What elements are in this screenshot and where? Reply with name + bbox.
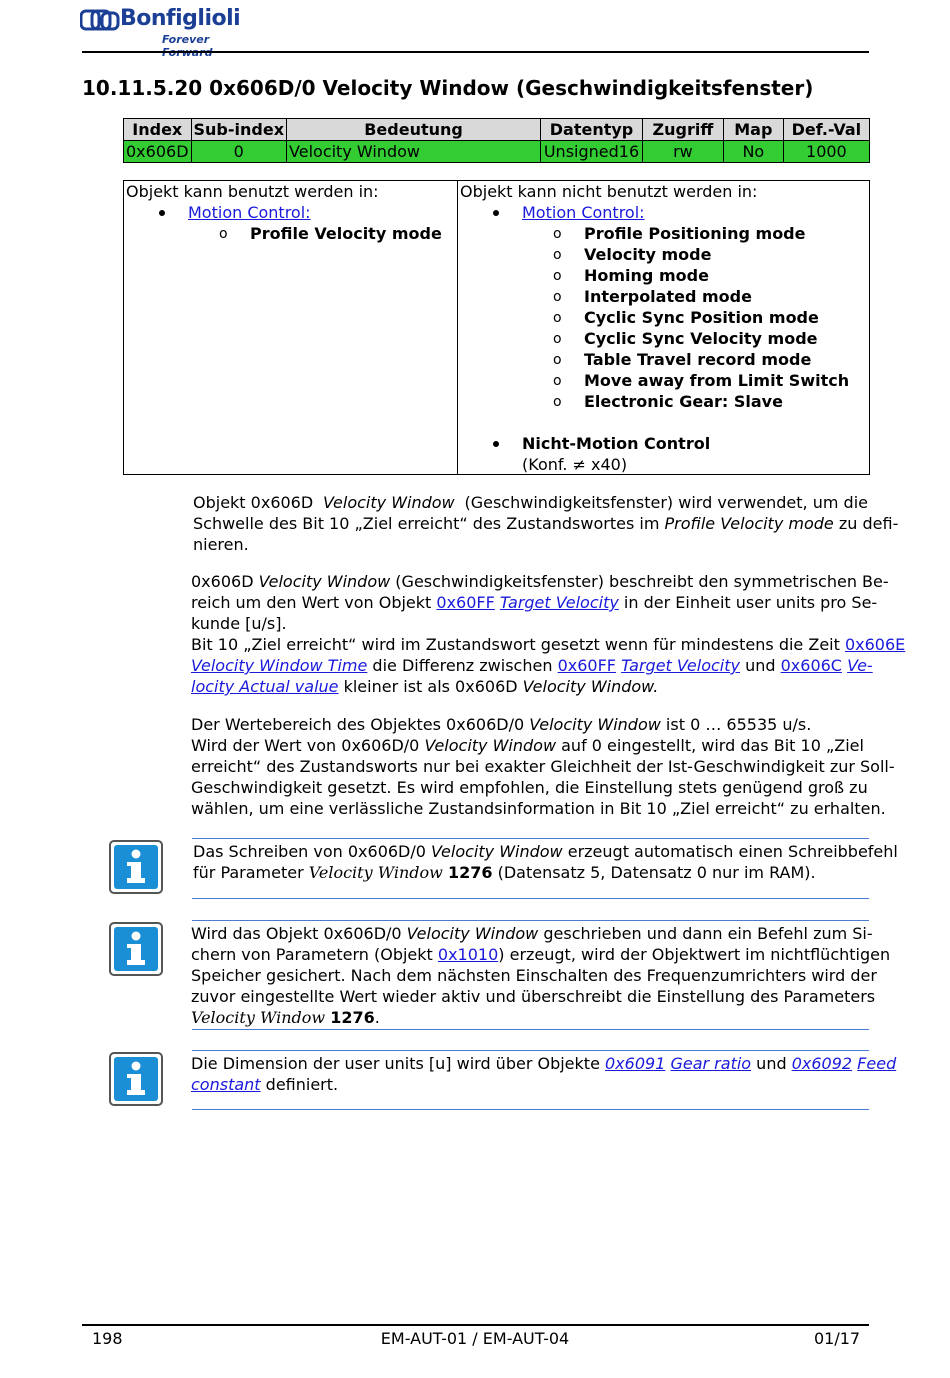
cell-index: 0x606D	[124, 141, 192, 163]
text: die Differenz zwischen	[372, 656, 553, 675]
object-name: Velocity Window	[258, 572, 391, 591]
cell-subindex: 0	[191, 141, 287, 163]
can-header: Objekt kann benutzt werden in:	[126, 182, 379, 201]
link-velocity-actual-value[interactable]: locity Actual value	[191, 677, 339, 696]
text: (Geschwindigkeitsfenster) beschreibt den symmetrischen Be-	[395, 572, 889, 591]
note-rule	[192, 838, 869, 839]
link-gear-ratio[interactable]: Gear ratio	[670, 1054, 752, 1073]
text: chern von Parametern (Objekt	[191, 945, 433, 964]
link-0x606e[interactable]: 0x606E	[844, 635, 906, 654]
document-id: EM-AUT-01 / EM-AUT-04	[380, 1329, 570, 1348]
header-index: Index	[124, 119, 192, 141]
text: Der Wertebereich des Objektes 0x606D/0	[191, 715, 525, 734]
paragraph-3-line	[191, 655, 873, 676]
text: ist 0 … 65535 u/s.	[665, 715, 812, 734]
parameter-name: Velocity Window	[308, 863, 443, 882]
paragraph-3-line	[191, 634, 906, 655]
text: Objekt 0x606D	[193, 493, 314, 512]
info-icon	[109, 840, 163, 894]
parameter-table	[123, 118, 870, 163]
paragraph-2-line	[191, 592, 878, 613]
paragraph-1	[193, 492, 899, 555]
note-rule	[192, 920, 869, 921]
link-0x6091[interactable]: 0x6091	[605, 1054, 666, 1073]
cell-default: 1000	[783, 141, 869, 163]
text: reich um den Wert von Objekt	[191, 593, 432, 612]
document-date: 01/17	[814, 1329, 861, 1348]
cannot-mode-item: Interpolated mode	[584, 287, 752, 306]
header-access: Zugriff	[642, 119, 723, 141]
text: (Datensatz 5, Datensatz 0 nur im RAM).	[497, 863, 816, 882]
cannot-mode-item: Move away from Limit Switch	[584, 371, 850, 390]
link-velocity-actual-value[interactable]: Ve-	[847, 656, 873, 675]
text: und	[745, 656, 776, 675]
text: (Geschwindigkeitsfenster) wird verwendet, um die	[464, 493, 868, 512]
circle-bullet-icon: o	[553, 352, 562, 368]
circle-bullet-icon: o	[553, 331, 562, 347]
paragraph-4	[191, 714, 895, 819]
paragraph-1-line	[193, 513, 899, 534]
paragraph-2-line	[191, 571, 889, 592]
usage-can-column	[124, 181, 458, 474]
info-icon	[109, 1052, 163, 1106]
text: 0x606D	[191, 572, 254, 591]
page-number: 198	[92, 1329, 123, 1348]
paragraph-1-line: nieren.	[193, 535, 249, 554]
text: geschrieben und dann ein Befehl zum Si-	[543, 924, 873, 943]
link-0x60ff[interactable]: 0x60FF	[557, 656, 616, 675]
note-1-line	[193, 841, 898, 862]
cell-map: No	[723, 141, 783, 163]
object-name: Velocity Window	[529, 715, 661, 734]
link-0x1010[interactable]: 0x1010	[437, 945, 499, 964]
circle-bullet-icon: o	[553, 373, 562, 389]
link-feed-constant[interactable]: Feed	[857, 1054, 897, 1073]
circle-bullet-icon: o	[553, 268, 562, 284]
header-datatype: Datentyp	[541, 119, 643, 141]
text: Bit 10 „Ziel erreicht“ wird im Zustandswort gesetzt wenn für mindestens die Zeit	[191, 635, 840, 654]
can-motion-control-link[interactable]: Motion Control:	[188, 203, 311, 222]
circle-bullet-icon: o	[219, 226, 228, 242]
note-3	[191, 1053, 897, 1095]
text: auf 0 eingestellt, wird das Bit 10 „Ziel	[561, 736, 864, 755]
note-rule	[192, 1029, 869, 1030]
bullet-icon	[159, 210, 165, 216]
non-motion-config: (Konf. ≠ x40)	[522, 455, 628, 474]
note-rule	[192, 1050, 869, 1051]
text: kleiner ist als 0x606D	[343, 677, 518, 696]
object-name: Velocity Window	[424, 736, 557, 755]
object-name: Velocity Window	[323, 493, 455, 512]
table-row	[124, 141, 870, 163]
header-default: Def.-Val	[783, 119, 869, 141]
paragraph-4-line	[191, 714, 868, 735]
text: ) erzeugt, wird der Objektwert im nichtflüchtigen	[498, 945, 891, 964]
cannot-mode-item: Table Travel record mode	[584, 350, 812, 369]
object-name: Velocity Window.	[522, 677, 659, 696]
paragraph-5-line: wählen, um eine verlässliche Zustandsinformation in Bit 10 „Ziel erreicht“ zu erhalten.	[191, 799, 886, 818]
note-rule	[192, 1109, 869, 1110]
text: für Parameter	[193, 863, 304, 882]
bullet-icon	[493, 210, 499, 216]
usage-table	[123, 180, 870, 475]
circle-bullet-icon: o	[553, 289, 562, 305]
footer-rule	[82, 1324, 869, 1326]
cannot-mode-item: Electronic Gear: Slave	[584, 392, 783, 411]
text: Wird das Objekt 0x606D/0	[191, 924, 402, 943]
note-3-line	[191, 1074, 868, 1095]
bullet-icon	[493, 441, 499, 447]
paragraph-2-line: kunde [u/s].	[191, 614, 287, 633]
cannot-mode-item: Cyclic Sync Position mode	[584, 308, 819, 327]
link-velocity-window-time[interactable]: Velocity Window Time	[191, 656, 368, 675]
object-name: Velocity Window	[431, 842, 563, 861]
non-motion-control-item: Nicht-Motion Control	[522, 434, 711, 453]
note-2	[191, 923, 891, 1028]
circle-bullet-icon: o	[553, 394, 562, 410]
table-header-row	[124, 119, 870, 141]
cannot-header: Objekt kann nicht benutzt werden in:	[460, 182, 758, 201]
circle-bullet-icon: o	[553, 310, 562, 326]
note-1	[193, 841, 898, 883]
cell-meaning: Velocity Window	[287, 141, 541, 163]
parameter-name: Velocity Window	[191, 1008, 326, 1027]
cell-access: rw	[642, 141, 723, 163]
paragraph-2	[191, 571, 906, 697]
header-rule	[82, 51, 869, 53]
cannot-motion-control-link[interactable]: Motion Control:	[522, 203, 645, 222]
brand-tagline: Forever	[162, 33, 210, 46]
note-rule	[192, 898, 869, 899]
parameter-number: 1276	[447, 863, 493, 882]
paragraph-5-line: Geschwindigkeit gesetzt. Es wird empfohlen, die Einstellung stets genügend groß zu	[191, 778, 868, 797]
info-icon	[109, 922, 163, 976]
text: definiert.	[265, 1075, 339, 1094]
text: .	[374, 1008, 380, 1027]
cell-datatype: Unsigned16	[541, 141, 643, 163]
cannot-mode-item: Cyclic Sync Velocity mode	[584, 329, 818, 348]
brand-name: Bonfiglioli	[120, 6, 241, 31]
can-mode-item: Profile Velocity mode	[250, 224, 442, 243]
object-name: Velocity Window	[406, 924, 539, 943]
text: zu defi-	[838, 514, 899, 533]
note-2-line	[191, 1007, 868, 1028]
circle-bullet-icon: o	[553, 226, 562, 242]
note-1-line	[193, 862, 868, 883]
link-target-velocity[interactable]: Target Velocity	[621, 656, 740, 675]
header-map: Map	[723, 119, 783, 141]
text: und	[756, 1054, 787, 1073]
circle-bullet-icon: o	[553, 247, 562, 263]
paragraph-1-line	[193, 492, 868, 513]
paragraph-5-line: erreicht“ des Zustandsworts nur bei exakter Gleichheit der Ist-Geschwindigkeit zur Soll-	[191, 757, 895, 776]
link-target-velocity[interactable]: Target Velocity	[499, 593, 619, 612]
paragraph-5-line	[191, 735, 868, 756]
cannot-mode-item: Homing mode	[584, 266, 709, 285]
header-meaning: Bedeutung	[287, 119, 541, 141]
note-2-line	[191, 923, 873, 944]
link-0x606c[interactable]: 0x606C	[780, 656, 842, 675]
header-subindex: Sub-index	[191, 119, 287, 141]
text: Das Schreiben von 0x606D/0	[193, 842, 426, 861]
text: Schwelle des Bit 10 „Ziel erreicht“ des Zustandswortes im	[193, 514, 660, 533]
note-3-line	[191, 1053, 897, 1074]
bonfiglioli-logo-icon	[80, 8, 120, 34]
note-2-line: zuvor eingestellte Wert wieder aktiv und überschreibt die Einstellung des Parameters	[191, 987, 876, 1006]
note-2-line: Speicher gesichert. Nach dem nächsten Einschalten des Frequenzumrichters wird der	[191, 966, 877, 985]
text: in der Einheit user units pro Se-	[623, 593, 878, 612]
bonfiglioli-logo	[80, 6, 260, 48]
parameter-number: 1276	[330, 1008, 375, 1027]
link-0x60ff[interactable]: 0x60FF	[436, 593, 495, 612]
note-2-line	[191, 944, 891, 965]
link-0x6092[interactable]: 0x6092	[791, 1054, 853, 1073]
text: Die Dimension der user units [u] wird über Objekte	[191, 1054, 600, 1073]
text: Wird der Wert von 0x606D/0	[191, 736, 420, 755]
section-title: 10.11.5.20 0x606D/0 Velocity Window (Geschwindigkeitsfenster)	[82, 76, 814, 100]
mode-name: Profile Velocity mode	[664, 514, 834, 533]
cannot-mode-item: Velocity mode	[584, 245, 712, 264]
text: erzeugt automatisch einen Schreibbefehl	[567, 842, 898, 861]
cannot-mode-item: Profile Positioning mode	[584, 224, 806, 243]
usage-cannot-column	[458, 181, 869, 474]
paragraph-3-line	[191, 676, 868, 697]
link-feed-constant[interactable]: constant	[191, 1075, 261, 1094]
